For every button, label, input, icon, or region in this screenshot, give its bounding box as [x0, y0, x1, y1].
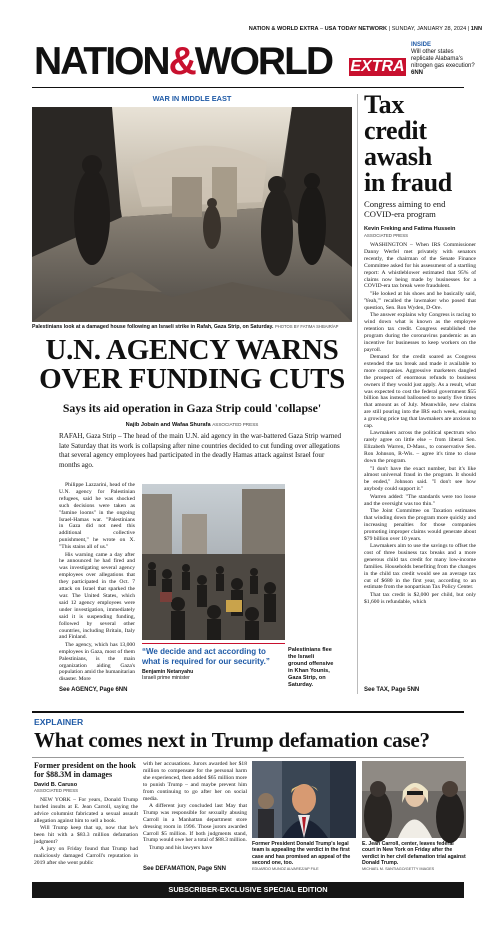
topline-network: USA TODAY NETWORK	[324, 26, 388, 32]
masthead-extra: EXTRA	[350, 58, 405, 75]
section-rule	[32, 711, 464, 713]
trump-paragraph: NEW YORK – For years, Donald Trump hurled insults at E. Jean Carroll, saying the advice columnist fabricated a sexual assault allegation against him to sell a book.	[34, 797, 138, 824]
masthead-rule	[32, 87, 464, 88]
tax-paragraph: "He looked at his shoes and he basically said, 'Yeah,'" recalled the lawmaker who posed that question, Sen. Ron Wyden, D-Ore.	[364, 290, 476, 311]
damaged-house-illustration	[32, 107, 352, 322]
trump-paragraph: A jury on Friday found that Trump had maliciously damaged Carroll's reputation in 2019 after she went public	[34, 846, 138, 867]
tax-headline[interactable]	[364, 92, 476, 196]
inside-label: INSIDE	[411, 42, 432, 48]
trump-byline-name: David B. Caruso	[34, 782, 78, 788]
quote-rule	[142, 643, 285, 644]
lead-headline-line1: U.N. AGENCY WARNS	[45, 334, 339, 366]
masthead-nation: NATION	[34, 40, 169, 83]
tax-byline-names: Kevin Freking and Fatima Hussein	[364, 226, 456, 232]
crowd-photo-caption: Palestinians flee the Israeli ground offensive in Khan Younis, Gaza Strip, on Saturday.	[288, 647, 334, 688]
trump-byline	[34, 782, 138, 795]
tax-paragraph: "I don't have the exact number, but it's like almost universal fraud in the program. It should be ended," Johnson said. "I don't see how anybody could support it."	[364, 465, 476, 493]
lead-body	[59, 482, 135, 683]
quote-attribution	[142, 669, 285, 681]
masthead-amp: &	[168, 40, 195, 83]
trump-body-col2	[143, 761, 247, 861]
carroll-illustration	[362, 761, 466, 838]
lead-caption-credit: PHOTOS BY FATIMA SHBAIR/AP	[274, 324, 339, 329]
trump-paragraph: with her accusations. Jurors awarded her $18 million to compensate for the personal harm she experienced, then added $65 million more to punish Trump – and maybe prevent him from continuing to go after her on social media.	[143, 761, 247, 802]
trump-photo-caption	[252, 841, 356, 872]
carroll-photo-caption-text: E. Jean Carroll, center, leaves federal court in New York on Friday after the verdict in her civil defamation trial against Donald Trump.	[362, 841, 466, 866]
trump-deck: Former president on the hook for $88.3M in damages	[34, 761, 136, 780]
carroll-photo	[362, 761, 466, 838]
masthead-extra-badge	[349, 58, 406, 76]
tax-paragraph: Warren added: "The standards were too loose and the oversight was too thin."	[364, 493, 476, 507]
footer-banner-text: SUBSCRIBER-EXCLUSIVE SPECIAL EDITION	[168, 885, 328, 894]
tax-paragraph: Demand for the credit soared as Congress extended the tax break and made it available to more companies. Aggressive marketers dangled the prospect of enormous refunds to business owners if they would just apply. As a result, what was expected to cost the federal government $55 billion has instead ballooned to nearly five times that amount as of July. Meanwhile, new claims are still pouring into the IRS each week, ensuing a growing price tag that lawmakers are anxious to cap.	[364, 354, 476, 430]
trump-photo	[252, 761, 356, 838]
tax-headline-line3: awash	[364, 142, 432, 171]
footer-banner	[32, 882, 464, 898]
lead-paragraph: The agency, which has 13,000 employees in Gaza, most of them Palestinians, is the main organization aiding Gaza's population amid the humanitarian disaster. More	[59, 641, 135, 683]
lead-caption-text: Palestinians look at a damaged house following an Israeli strike in Rafah, Gaza Strip, on Saturday.	[32, 324, 274, 330]
lead-byline-names: Najib Jobain and Wafaa Shurafa	[125, 422, 211, 428]
carroll-photo-credit: MICHAEL M. SANTIAGO/GETTY IMAGES	[362, 867, 435, 872]
tax-headline-line4: in fraud	[364, 168, 452, 197]
trump-see-more-link[interactable]: See DEFAMATION, Page 5NN	[143, 866, 226, 872]
column-divider	[357, 94, 358, 694]
topline-date: SUNDAY, JANUARY 28, 2024	[391, 26, 467, 32]
tax-paragraph: Lawmakers across the political spectrum who rarely agree on little else – from liberal Sen. Elizabeth Warren, D-Mass., to conservative Sen. Ron Johnson, R-Wis. – agree it's time to close down the program.	[364, 430, 476, 465]
quote-name: Benjamin Netanyahu	[142, 669, 194, 675]
lead-deck: Says its aid operation in Gaza Strip could 'collapse'	[62, 401, 322, 415]
trump-body-col1	[34, 797, 138, 875]
inside-text: Will other states replicate Alabama's nitrogen gas execution?	[411, 49, 475, 69]
trump-rule	[32, 757, 464, 758]
tax-paragraph: Lawmakers aim to use the savings to offset the cost of three business tax breaks and a more generous child tax credit for many low-income families. Households benefiting from the changes in the child tax credit would see an average tax cut of $680 in the first year, according to an estimate from the nonpartisan Tax Policy Center.	[364, 542, 476, 591]
lead-photo-caption	[32, 324, 352, 330]
trump-paragraph: Trump and his lawyers have	[149, 844, 213, 851]
lead-kicker: WAR IN MIDDLE EAST	[152, 94, 232, 103]
trump-paragraph: A different jury concluded last May that Trump was responsible for sexually abusing Carroll in a Manhattan department store dressing room in 1996. Those jurors awarded Carroll $5 million. If both judgments stand, Trump would owe her a total of $88.3 million.	[143, 802, 247, 844]
crowd-illustration	[142, 484, 285, 640]
inside-page: 6NN	[411, 70, 424, 76]
lead-photo	[32, 107, 352, 322]
carroll-photo-caption	[362, 841, 466, 872]
trump-byline-org: ASSOCIATED PRESS	[34, 788, 79, 794]
netanyahu-quote: “We decide and act according to what is required for our security.”	[142, 647, 270, 666]
tax-paragraph: The Joint Committee on Taxation estimates that winding down the program more quickly and increasing penalties for those companies promoting improper claims would generate about $79 billion over 10 years.	[364, 507, 476, 542]
tax-paragraph: The answer explains why Congress is racing to wind down what is known as the employee retention tax credit. Congress established the program during the coronavirus pandemic as an incentive for businesses to keep workers on the payroll.	[364, 312, 476, 353]
tax-deck: Congress aiming to end COVID-era program	[364, 199, 446, 220]
tax-paragraph: That tax credit is $2,000 per child, but only $1,600 is refundable, which	[364, 591, 476, 605]
trump-portrait-illustration	[252, 761, 356, 838]
lead-paragraph: Philippe Lazzarini, head of the U.N. agency for Palestinian refugees, said he was shocked such decisions were taken as "famine looms" in the ongoing Israel-Hamas war. "Palestinians in Gaza did not need this additional collective punishment," he wrote on X. "This stains all of us."	[59, 482, 135, 551]
lead-paragraph: His warning came a day after he announced he had fired and was investigating several agency employees over allegations that they participated in the Oct. 7 attack on Israel that sparked the war. The United States, which said 12 agency employees were under investigation, immediately said it is suspending funding, followed by several other countries, including Britain, Italy and Finland.	[59, 551, 135, 641]
lead-byline-org: ASSOCIATED PRESS	[212, 422, 259, 427]
tax-body	[364, 242, 476, 682]
topline: NATION & WORLD EXTRA – USA TODAY NETWORK | SUNDAY, JANUARY 28, 2024 | 1NN	[248, 26, 482, 32]
lead-byline	[32, 422, 352, 428]
lead-headline[interactable]	[32, 336, 352, 394]
trump-headline[interactable]: What comes next in Trump defamation case?	[34, 728, 430, 752]
tax-paragraph: WASHINGTON – When IRS Commissioner Danny Werfel met privately with senators recently, the chairman of the Senate Finance Committee asked for his assessment of a startling report: A whistleblower estimated that 95% of claims now being made by businesses for a COVID-era tax break were fraudulent.	[364, 242, 476, 290]
trump-paragraph: Will Trump keep that up, now that he's been hit with a $83.3 million defamation judgment?	[34, 825, 138, 845]
trump-photo-caption-text: Former President Donald Trump's legal team is appealing the verdict in the first case and has promised an appeal of the second one, too.	[252, 841, 351, 866]
quote-title: Israeli prime minister	[142, 675, 190, 682]
topline-page: 1NN	[470, 26, 482, 32]
tax-headline-line2: credit	[364, 116, 427, 145]
crowd-photo	[142, 484, 285, 640]
inside-teaser[interactable]	[411, 42, 477, 77]
lead-headline-line2: OVER FUNDING CUTS	[39, 363, 345, 395]
topline-section: NATION & WORLD EXTRA	[248, 26, 319, 32]
trump-photo-credit: EDUARDO MUNOZ ALVAREZ/AP FILE	[252, 867, 319, 872]
lead-see-more-link[interactable]: See AGENCY, Page 6NN	[59, 687, 128, 693]
tax-byline-org: ASSOCIATED PRESS	[364, 232, 409, 238]
masthead	[34, 40, 332, 82]
masthead-world: WORLD	[194, 40, 333, 83]
tax-headline-line1: Tax	[364, 90, 405, 119]
lead-intro: RAFAH, Gaza Strip – The head of the main U.N. aid agency in the war-battered Gaza Strip warned late Saturday that its work is collapsing after nine countries decided to cut funding over allegations that several agency employees had participated in the deadly Hamas attack against Israel four months ago.	[59, 432, 342, 469]
tax-see-more-link[interactable]: See TAX, Page 5NN	[364, 687, 420, 693]
tax-byline	[364, 226, 476, 239]
trump-kicker: EXPLAINER	[34, 717, 84, 727]
